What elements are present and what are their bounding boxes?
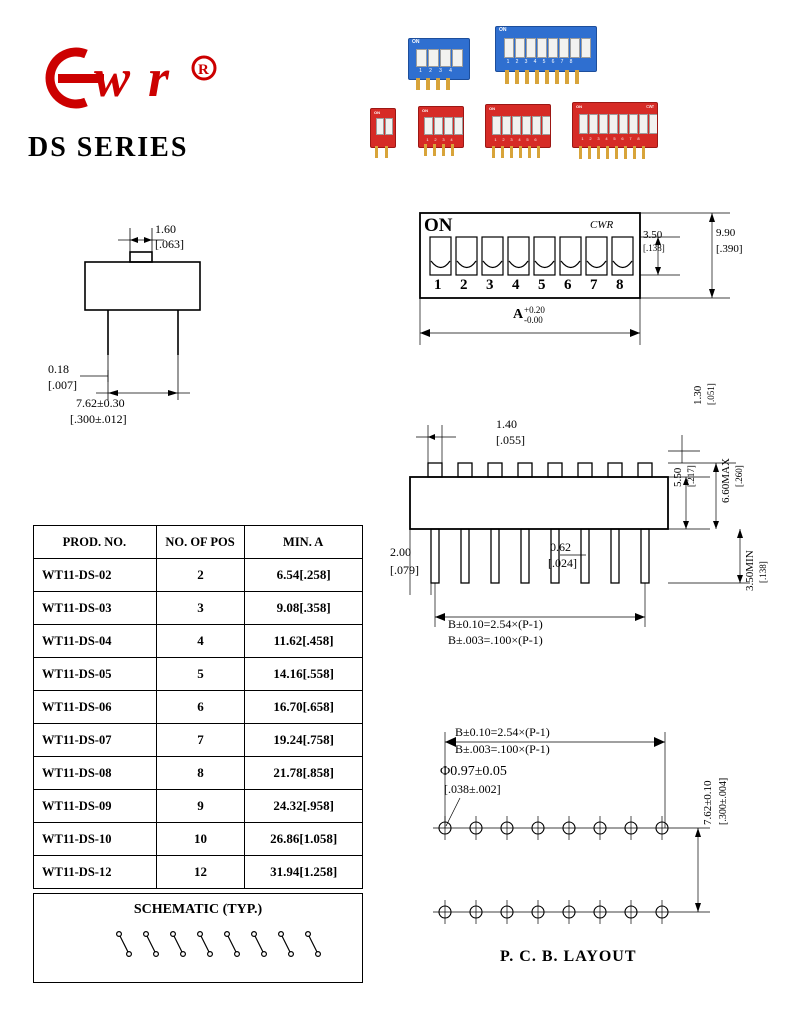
cell-min-a: 9.08[.358] <box>245 592 363 625</box>
dip-switch-red-8pos: ON cwr 1 2 3 4 5 6 7 8 <box>572 102 658 148</box>
height-in: [.390] <box>716 243 743 255</box>
dip-switch-red-6pos: ON 1 2 3 4 5 6 <box>485 104 551 148</box>
cwr-logo-icon <box>28 38 258 118</box>
front-view-drawing <box>390 383 790 675</box>
on-label: ON <box>489 106 495 111</box>
dim-a-tol-minus: -0.00 <box>524 315 543 325</box>
cell-pos: 10 <box>156 823 245 856</box>
cell-min-a: 21.78[.858] <box>245 757 363 790</box>
svg-text:R: R <box>198 62 209 78</box>
table-row <box>34 823 363 856</box>
pin-thickness-front-in: [.024] <box>548 556 577 570</box>
left-dim-mm: 2.00 <box>390 545 411 559</box>
cell-prod-no: WT11-DS-09 <box>34 790 157 823</box>
cell-prod-no: WT11-DS-08 <box>34 757 157 790</box>
pos-3: 3 <box>486 277 494 293</box>
table-row <box>34 691 363 724</box>
cell-prod-no: WT11-DS-12 <box>34 856 157 889</box>
pin-width-mm: 1.40 <box>496 417 517 431</box>
body-h1-in: [.217] <box>686 465 696 487</box>
cell-pos: 9 <box>156 790 245 823</box>
top-view-drawing <box>400 195 790 375</box>
pitch-mm: 7.62±0.30 <box>76 396 125 410</box>
body-right-mm: 1.30 <box>692 385 704 405</box>
pcb-layout-caption: P. C. B. LAYOUT <box>500 948 637 965</box>
on-label: ON <box>499 27 507 33</box>
col-header-min-a: MIN. A <box>245 526 363 559</box>
pos-1: 1 <box>434 277 442 293</box>
pitch-in: [.300±.012] <box>70 412 127 426</box>
cell-pos: 3 <box>156 592 245 625</box>
pin-len-in: [.138] <box>758 561 768 583</box>
dip-switch-blue-8pos: ON 1 2 3 4 5 6 7 8 <box>495 26 597 72</box>
table-row <box>34 757 363 790</box>
cell-prod-no: WT11-DS-04 <box>34 625 157 658</box>
cell-pos: 6 <box>156 691 245 724</box>
cell-pos: 7 <box>156 724 245 757</box>
brand-mark-icon: CWR <box>590 219 614 231</box>
schematic-box <box>33 893 363 983</box>
hole-diameter-mm: Φ0.97±0.05 <box>440 764 507 779</box>
pos-7: 7 <box>590 277 598 293</box>
product-photo-group <box>360 8 780 188</box>
body-h2-mm: 6.60MAX <box>720 458 732 503</box>
hole-diameter-in: [.038±.002] <box>444 782 501 796</box>
table-row <box>34 724 363 757</box>
slot-in: [.138] <box>643 243 665 253</box>
cell-prod-no: WT11-DS-02 <box>34 559 157 592</box>
height-mm: 9.90 <box>716 227 736 239</box>
pcb-hole-row-top <box>433 816 674 840</box>
dim-a: A <box>513 307 524 322</box>
dim-a-tol-plus: +0.20 <box>524 305 545 315</box>
pin-thickness-mm: 0.18 <box>48 362 69 376</box>
col-header-pos: NO. OF POS <box>156 526 245 559</box>
on-label-top: ON <box>424 215 453 236</box>
pcb-hole-row-bottom <box>433 900 674 924</box>
pos-8: 8 <box>616 277 624 293</box>
table-row <box>34 592 363 625</box>
svg-text:r: r <box>148 48 170 108</box>
body-h2-in: [.260] <box>734 465 744 487</box>
cell-prod-no: WT11-DS-03 <box>34 592 157 625</box>
pos-2: 2 <box>460 277 468 293</box>
pcb-formula-in: B±.003=.100×(P-1) <box>455 742 550 756</box>
pos-6: 6 <box>564 277 572 293</box>
pcb-formula-mm: B±0.10=2.54×(P-1) <box>455 725 550 739</box>
pin-width-in: [.055] <box>496 433 525 447</box>
schematic-title: SCHEMATIC (TYP.) <box>133 902 263 917</box>
cell-prod-no: WT11-DS-10 <box>34 823 157 856</box>
brand-mark-icon: cwr <box>646 104 654 110</box>
cell-prod-no: WT11-DS-06 <box>34 691 157 724</box>
pcb-layout-drawing <box>400 700 790 1000</box>
pos-4: 4 <box>512 277 520 293</box>
pin-len-mm: 3.50MIN <box>744 550 756 591</box>
side-width-mm: 1.60 <box>155 222 176 236</box>
cell-pos: 5 <box>156 658 245 691</box>
svg-text:w: w <box>94 48 131 108</box>
on-label: ON <box>374 110 380 115</box>
cell-pos: 2 <box>156 559 245 592</box>
cell-min-a: 16.70[.658] <box>245 691 363 724</box>
table-row <box>34 658 363 691</box>
cell-min-a: 31.94[1.258] <box>245 856 363 889</box>
formula-front-mm: B±0.10=2.54×(P-1) <box>448 617 543 631</box>
cell-pos: 12 <box>156 856 245 889</box>
table-header-row <box>34 526 363 559</box>
cell-pos: 8 <box>156 757 245 790</box>
row-pitch-mm: 7.62±0.10 <box>702 780 714 825</box>
page-title: DS SERIES <box>28 132 189 163</box>
table-row <box>34 790 363 823</box>
dip-switch-red-4pos: ON 1 2 3 4 <box>418 106 464 148</box>
pos-5: 5 <box>538 277 546 293</box>
cell-prod-no: WT11-DS-07 <box>34 724 157 757</box>
body-right-in: [.051] <box>706 383 716 405</box>
specification-table <box>33 525 363 889</box>
table-row <box>34 625 363 658</box>
dip-switch-red-2pos <box>370 108 396 148</box>
body-h1-mm: 5.50 <box>672 467 684 487</box>
cell-pos: 4 <box>156 625 245 658</box>
cell-prod-no: WT11-DS-05 <box>34 658 157 691</box>
pin-thickness-in: [.007] <box>48 378 77 392</box>
table-row <box>34 856 363 889</box>
side-width-in: [.063] <box>155 237 184 251</box>
dip-switch-blue-4pos: ON 1 2 3 4 <box>408 38 470 80</box>
left-dim-in: [.079] <box>390 563 419 577</box>
cell-min-a: 6.54[.258] <box>245 559 363 592</box>
table-row <box>34 559 363 592</box>
side-view-drawing <box>30 200 330 450</box>
cell-min-a: 14.16[.558] <box>245 658 363 691</box>
slot-mm: 3.50 <box>643 229 663 241</box>
cell-min-a: 24.32[.958] <box>245 790 363 823</box>
cell-min-a: 11.62[.458] <box>245 625 363 658</box>
cell-min-a: 19.24[.758] <box>245 724 363 757</box>
row-pitch-in: [.300±.004] <box>718 777 729 825</box>
on-label: ON <box>412 39 420 45</box>
schematic-svg <box>34 926 364 984</box>
on-label: ON <box>422 108 428 113</box>
pin-thickness-front-mm: 0.62 <box>550 540 571 554</box>
on-label: ON <box>576 104 582 109</box>
cell-min-a: 26.86[1.058] <box>245 823 363 856</box>
formula-front-in: B±.003=.100×(P-1) <box>448 633 543 647</box>
col-header-prod-no: PROD. NO. <box>34 526 157 559</box>
